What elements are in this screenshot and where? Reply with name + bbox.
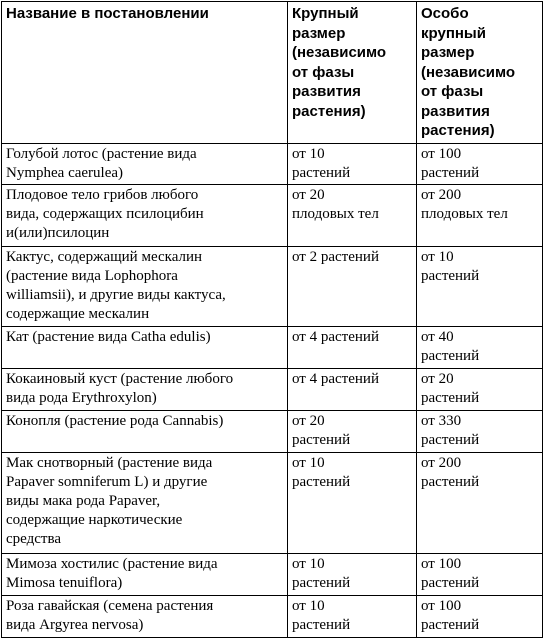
table-row	[2, 143, 543, 184]
table-row	[2, 553, 543, 595]
cell-especially-large-size	[417, 184, 543, 246]
cell-large-size	[288, 595, 417, 637]
cell-large-size	[288, 410, 417, 452]
cell-plant-name	[2, 452, 288, 553]
cell-text: от 20 растений	[421, 370, 480, 406]
cell-especially-large-size	[417, 368, 543, 410]
cell-plant-name	[2, 326, 288, 368]
cell-text: от 100 растений	[421, 145, 480, 181]
cell-text: Кокаиновый куст (растение любого вида рода Erythroxylon)	[6, 370, 234, 406]
header-label: Крупный размер (независимо от фазы развития растения)	[292, 5, 387, 120]
cell-large-size	[288, 246, 417, 326]
cell-text: от 200 плодовых тел	[421, 186, 508, 222]
cell-text: от 200 растений	[421, 454, 480, 490]
cell-text: от 20 плодовых тел	[292, 186, 379, 222]
cell-plant-name	[2, 595, 288, 637]
header-especially-large-size	[417, 2, 543, 144]
cell-text: от 100 растений	[421, 555, 480, 591]
cell-large-size	[288, 143, 417, 184]
cell-especially-large-size	[417, 595, 543, 637]
cell-text: от 40 растений	[421, 328, 480, 364]
header-label: Название в постановлении	[6, 5, 209, 22]
cell-text: от 20 растений	[292, 412, 351, 448]
cell-text: от 100 растений	[421, 597, 480, 633]
cell-plant-name	[2, 553, 288, 595]
cell-especially-large-size	[417, 326, 543, 368]
table-row	[2, 410, 543, 452]
cell-large-size	[288, 553, 417, 595]
cell-plant-name	[2, 143, 288, 184]
table-row	[2, 368, 543, 410]
cell-text: от 330 растений	[421, 412, 480, 448]
cell-text: от 10 растений	[421, 248, 480, 284]
cell-plant-name	[2, 246, 288, 326]
cell-text: Кат (растение вида Catha edulis)	[6, 328, 211, 345]
table-header-row	[2, 2, 543, 144]
cell-especially-large-size	[417, 452, 543, 553]
table-row	[2, 326, 543, 368]
table-row	[2, 595, 543, 637]
header-large-size	[288, 2, 417, 144]
cell-text: Мимоза хостилис (растение вида Mimosa tenuiflora)	[6, 555, 218, 591]
cell-large-size	[288, 452, 417, 553]
cell-text: Мак снотворный (растение вида Papaver somniferum L) и другие виды мака рода Papaver, содержащие наркотические средства	[6, 454, 213, 547]
cell-large-size	[288, 184, 417, 246]
table-row	[2, 452, 543, 553]
narcotic-plants-table	[1, 1, 543, 638]
cell-text: Плодовое тело грибов любого вида, содержащих псилоцибин и(или)псилоцин	[6, 186, 204, 241]
cell-text: от 4 растений	[292, 328, 379, 345]
cell-text: от 10 растений	[292, 145, 351, 181]
cell-especially-large-size	[417, 246, 543, 326]
cell-text: Конопля (растение рода Cannabis)	[6, 412, 224, 429]
cell-plant-name	[2, 410, 288, 452]
cell-especially-large-size	[417, 410, 543, 452]
cell-text: от 2 растений	[292, 248, 379, 265]
table-row	[2, 246, 543, 326]
cell-large-size	[288, 368, 417, 410]
cell-especially-large-size	[417, 553, 543, 595]
header-label: Особо крупный размер (независимо от фазы развития растения)	[421, 5, 516, 139]
cell-text: от 4 растений	[292, 370, 379, 387]
cell-text: от 10 растений	[292, 555, 351, 591]
cell-large-size	[288, 326, 417, 368]
cell-especially-large-size	[417, 143, 543, 184]
cell-text: от 10 растений	[292, 597, 351, 633]
cell-plant-name	[2, 184, 288, 246]
header-name-in-resolution	[2, 2, 288, 144]
cell-text: Кактус, содержащий мескалин (растение вида Lophophora williamsii), и другие виды кактуса, содержащие мескалин	[6, 248, 226, 322]
table-row	[2, 184, 543, 246]
cell-plant-name	[2, 368, 288, 410]
cell-text: от 10 растений	[292, 454, 351, 490]
cell-text: Голубой лотос (растение вида Nymphea caerulea)	[6, 145, 197, 181]
cell-text: Роза гавайская (семена растения вида Argyrea nervosa)	[6, 597, 214, 633]
